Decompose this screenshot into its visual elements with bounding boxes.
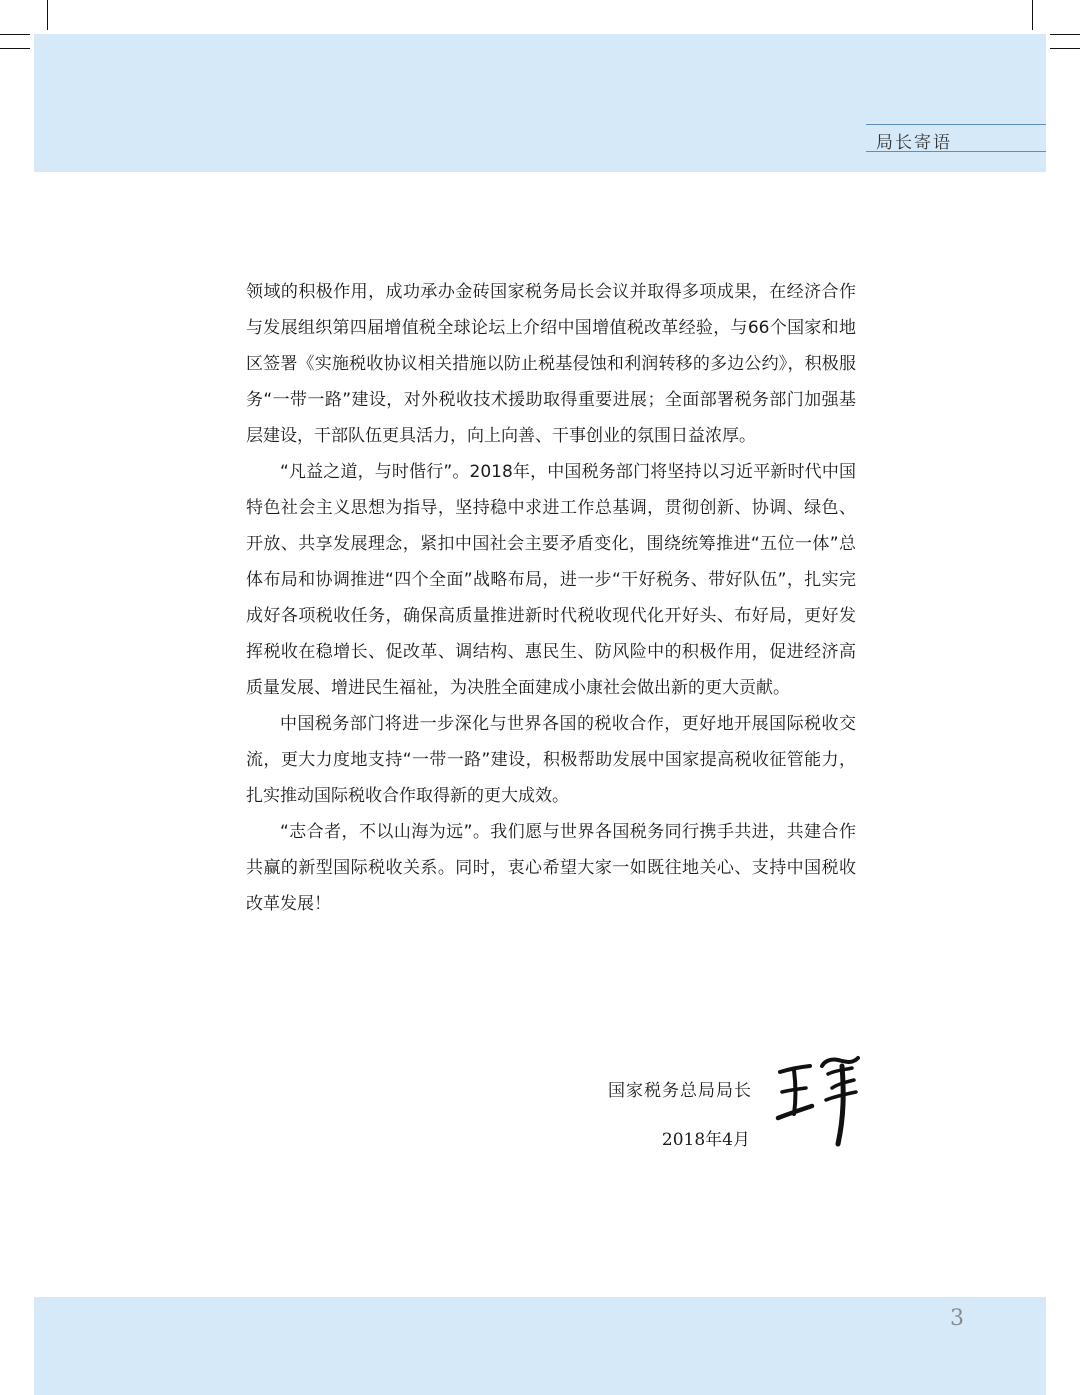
signature-date: 2018年4月 — [661, 1130, 750, 1150]
paragraph: “凡益之道，与时偕行”。2018年，中国税务部门将坚持以习近平新时代中国特色社会主义思想为指导，坚持稳中求进工作总基调，贯彻创新、协调、绿色、开放、共享发展理念，紧扣中国社会主要矛盾变化，围绕统筹推进“五位一体”总体布局和协调推进“四个全面”战略布局，进一步“干好税务、带好队伍”，扎实完成好各项税收任务，确保高质量推进新时代税收现代化开好头、布好局，更好发挥税收在稳增长、促改革、调结构、惠民生、防风险中的积极作用，促进经济高质量发展、增进民生福祉，为决胜全面建成小康社会做出新的更大贡献。 — [246, 462, 856, 698]
page-number: 3 — [950, 1306, 964, 1331]
letter-body — [246, 274, 856, 922]
crop-mark — [1050, 48, 1080, 49]
crop-mark — [0, 34, 30, 35]
crop-mark — [47, 0, 48, 30]
crop-mark — [1032, 0, 1033, 30]
paragraph: 中国税务部门将进一步深化与世界各国的税收合作，更好地开展国际税收交流，更大力度地支持“一带一路”建设，积极帮助发展中国家提高税收征管能力，扎实推动国际税收合作取得新的更大成效。 — [246, 714, 856, 806]
paragraph: “志合者，不以山海为远”。我们愿与世界各国税务同行携手共进，共建合作共赢的新型国际税收关系。同时，衷心希望大家一如既往地关心、支持中国税收改革发展！ — [246, 822, 856, 914]
handwritten-signature — [772, 1052, 868, 1152]
section-title: 局长寄语 — [876, 133, 952, 153]
signer-title: 国家税务总局局长 — [608, 1081, 752, 1101]
crop-mark — [1050, 34, 1080, 35]
paragraph: 领域的积极作用，成功承办金砖国家税务局长会议并取得多项成果，在经济合作与发展组织第四届增值税全球论坛上介绍中国增值税改革经验，与66个国家和地区签署《实施税收协议相关措施以防止税基侵蚀和利润转移的多边公约》，积极服务“一带一路”建设，对外税收技术援助取得重要进展；全面部署税务部门加强基层建设，干部队伍更具活力，向上向善、干事创业的氛围日益浓厚。 — [246, 282, 856, 446]
section-label — [866, 124, 1046, 152]
crop-mark — [0, 48, 30, 49]
footer-band — [34, 1297, 1046, 1395]
